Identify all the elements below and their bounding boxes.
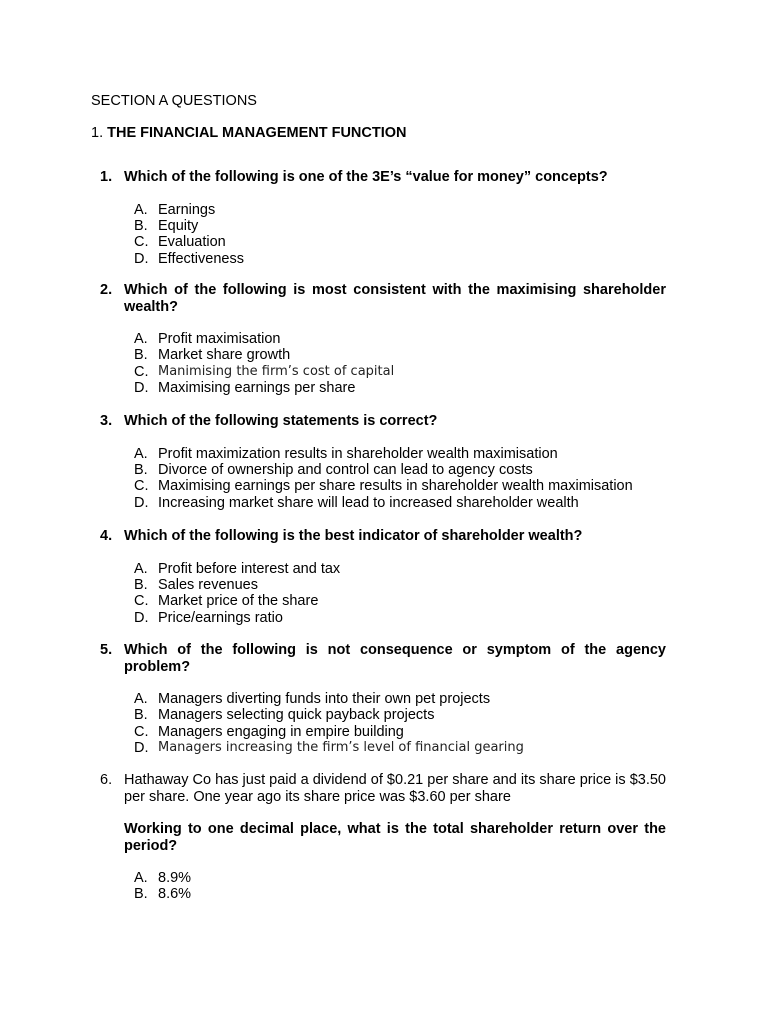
option-text: Equity [158, 217, 199, 234]
topic-heading [91, 125, 407, 142]
option-item [134, 380, 666, 396]
option-letter: B. [134, 886, 148, 903]
option-letter: A. [134, 870, 148, 886]
option-letter: D. [134, 494, 149, 511]
question-5 [100, 642, 666, 757]
option-letter: D. [134, 250, 149, 267]
option-letter: B. [134, 347, 148, 364]
option-text: Evaluation [158, 234, 226, 251]
option-item [134, 495, 666, 511]
question-1 [100, 169, 666, 267]
option-item [134, 234, 666, 250]
option-text: Maximising earnings per share [158, 380, 356, 397]
option-item [134, 593, 666, 609]
option-letter: A. [134, 201, 148, 218]
option-item [134, 446, 666, 462]
option-text: Managers engaging in empire building [158, 723, 404, 740]
question-number: 1. [100, 169, 113, 185]
option-text: Divorce of ownership and control can lead to agency costs [158, 461, 533, 478]
option-item [134, 724, 666, 740]
option-letter: B. [134, 461, 148, 478]
option-letter: B. [134, 576, 148, 593]
option-list [134, 870, 666, 903]
question-text: Which of the following is not consequence or symptom of the agency problem? [124, 642, 666, 675]
option-letter: C. [134, 363, 149, 380]
option-text: Manimising the firm’s cost of capital [158, 363, 395, 379]
question-subtext: Working to one decimal place, what is the total shareholder return over the period? [124, 821, 666, 854]
option-item [134, 347, 666, 363]
option-text: Profit before interest and tax [158, 560, 341, 577]
option-text: Increasing market share will lead to increased shareholder wealth [158, 494, 579, 511]
option-letter: A. [134, 560, 148, 577]
question-number: 5. [100, 642, 113, 658]
option-item [134, 886, 666, 902]
question-text: Hathaway Co has just paid a dividend of $0.21 per share and its share price is $3.50 per share. One year ago its share price was $3.60 per share [124, 772, 666, 805]
option-item [134, 691, 666, 707]
option-list [134, 202, 666, 268]
option-list [134, 331, 666, 397]
option-item [134, 251, 666, 267]
option-item [134, 478, 666, 494]
option-item [134, 561, 666, 577]
option-text: Sales revenues [158, 576, 258, 593]
question-6 [100, 772, 666, 903]
question-2 [100, 282, 666, 397]
option-text: 8.6% [158, 886, 192, 903]
option-text: Maximising earnings per share results in shareholder wealth maximisation [158, 478, 633, 495]
option-letter: C. [134, 593, 149, 610]
option-text: Profit maximisation [158, 331, 281, 347]
option-item [134, 610, 666, 626]
option-item [134, 331, 666, 347]
option-item [134, 740, 666, 756]
question-number: 4. [100, 528, 113, 544]
option-item [134, 364, 666, 380]
option-letter: A. [134, 445, 148, 462]
option-item [134, 577, 666, 593]
option-list [134, 446, 666, 512]
option-text: Market price of the share [158, 593, 319, 610]
option-item [134, 870, 666, 886]
question-number: 6. [100, 772, 113, 788]
option-text: Earnings [158, 201, 216, 218]
option-text: Price/earnings ratio [158, 609, 283, 626]
question-4 [100, 528, 666, 626]
option-letter: D. [134, 740, 149, 757]
option-letter: D. [134, 609, 149, 626]
option-letter: B. [134, 707, 148, 724]
option-letter: C. [134, 234, 149, 251]
question-number: 3. [100, 413, 113, 429]
option-list [134, 691, 666, 757]
option-item [134, 218, 666, 234]
option-list [134, 561, 666, 627]
option-text: Profit maximization results in shareholder wealth maximisation [158, 445, 558, 462]
question-number: 2. [100, 282, 113, 298]
option-item [134, 202, 666, 218]
option-text: Effectiveness [158, 250, 244, 267]
option-text: Managers diverting funds into their own pet projects [158, 691, 491, 707]
question-text: Which of the following statements is correct? [124, 413, 438, 429]
option-letter: B. [134, 217, 148, 234]
topic-number: 1. [91, 125, 104, 141]
option-item [134, 462, 666, 478]
option-letter: C. [134, 723, 149, 740]
option-letter: A. [134, 331, 148, 347]
section-heading: SECTION A QUESTIONS [91, 93, 257, 109]
question-3 [100, 413, 666, 511]
option-letter: A. [134, 691, 148, 707]
option-letter: D. [134, 380, 149, 397]
option-text: Managers selecting quick payback projects [158, 707, 435, 724]
topic-title: THE FINANCIAL MANAGEMENT FUNCTION [107, 125, 407, 141]
question-text: Which of the following is most consistent with the maximising shareholder wealth? [124, 282, 666, 315]
option-item [134, 707, 666, 723]
option-text: Managers increasing the firm’s level of financial gearing [158, 740, 524, 756]
question-text: Which of the following is the best indicator of shareholder wealth? [124, 528, 583, 544]
question-text: Which of the following is one of the 3E’s “value for money” concepts? [124, 169, 608, 185]
option-letter: C. [134, 478, 149, 495]
option-text: Market share growth [158, 347, 291, 364]
option-text: 8.9% [158, 870, 192, 886]
